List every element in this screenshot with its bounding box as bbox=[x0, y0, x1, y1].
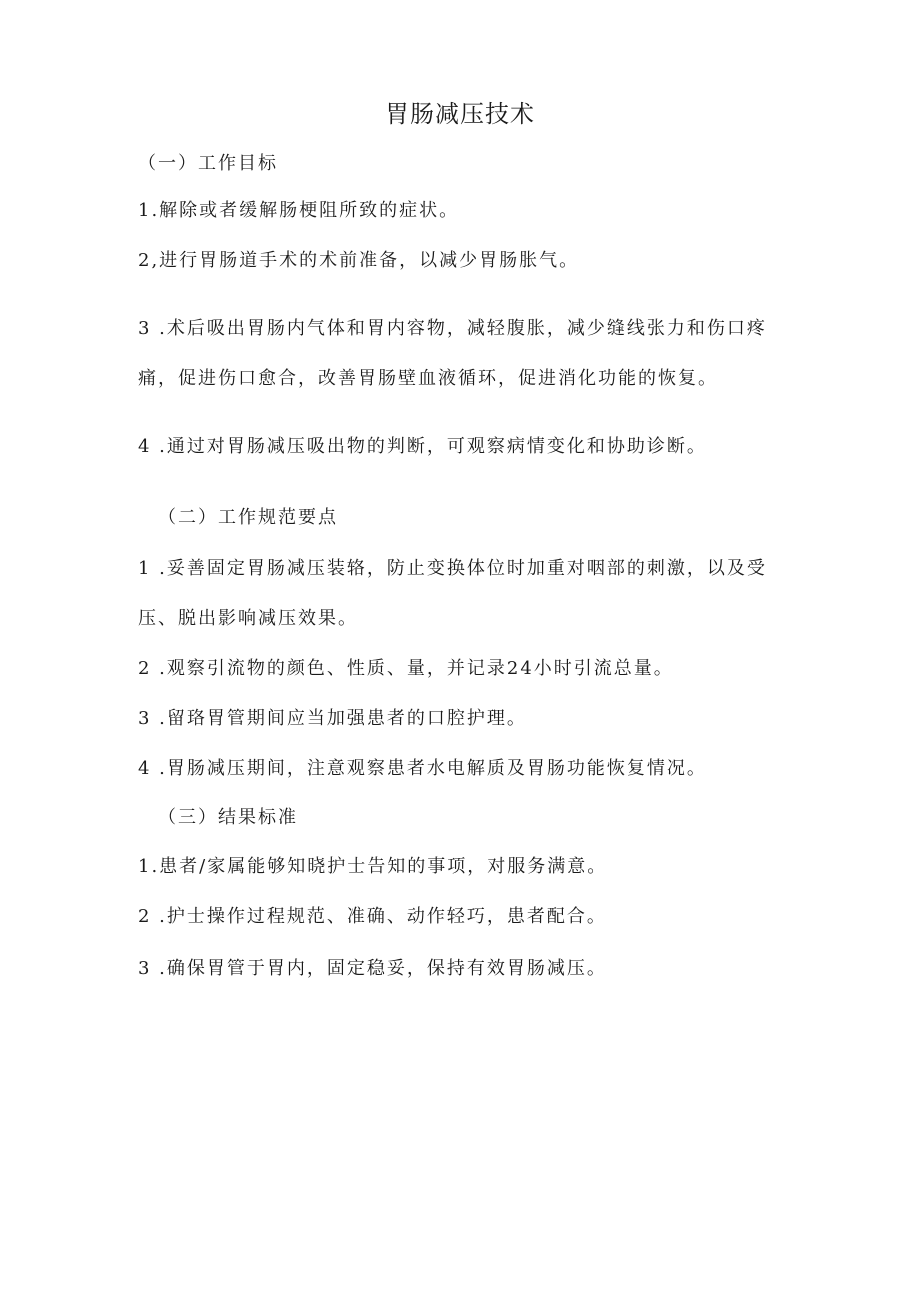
list-item: 1.解除或者缓解肠梗阻所致的症状。 bbox=[138, 200, 460, 221]
list-item: 4 .通过对胃肠减压吸出物的判断，可观察病情变化和协助诊断。 bbox=[138, 436, 707, 457]
list-item: 2 .护士操作过程规范、准确、动作轻巧，患者配合。 bbox=[138, 906, 607, 927]
list-item: 4 .胃肠减压期间，注意观察患者水电解质及胃肠功能恢复情况。 bbox=[138, 758, 707, 779]
list-item-continuation: 痛，促进伤口愈合，改善胃肠壁血液循环，促进消化功能的恢复。 bbox=[138, 368, 718, 389]
list-item: 2 .观察引流物的颜色、性质、量，并记录24小时引流总量。 bbox=[138, 658, 674, 679]
list-item: 2,进行胃肠道手术的术前准备，以减少胃肠胀气。 bbox=[138, 250, 580, 271]
list-item: 3 .留珞胃管期间应当加强患者的口腔护理。 bbox=[138, 708, 527, 729]
list-item: 3 .术后吸出胃肠内气体和胃内容物，减轻腹胀，减少缝线张力和伤口疼 bbox=[138, 318, 767, 339]
list-item: 1.患者/家属能够知晓护士告知的事项，对服务满意。 bbox=[138, 856, 608, 877]
page-title: 胃肠减压技术 bbox=[385, 100, 535, 128]
section-heading-standards: （二）工作规范要点 bbox=[158, 507, 338, 528]
list-item-continuation: 压、脱出影响减压效果。 bbox=[138, 608, 358, 629]
list-item: 1 .妥善固定胃肠减压装辂，防止变换体位时加重对咽部的刺激，以及受 bbox=[138, 558, 767, 579]
section-heading-results: （三）结果标准 bbox=[158, 807, 298, 828]
section-heading-goals: （一）工作目标 bbox=[138, 153, 278, 174]
list-item: 3 .确保胃管于胃内，固定稳妥，保持有效胃肠减压。 bbox=[138, 958, 607, 979]
